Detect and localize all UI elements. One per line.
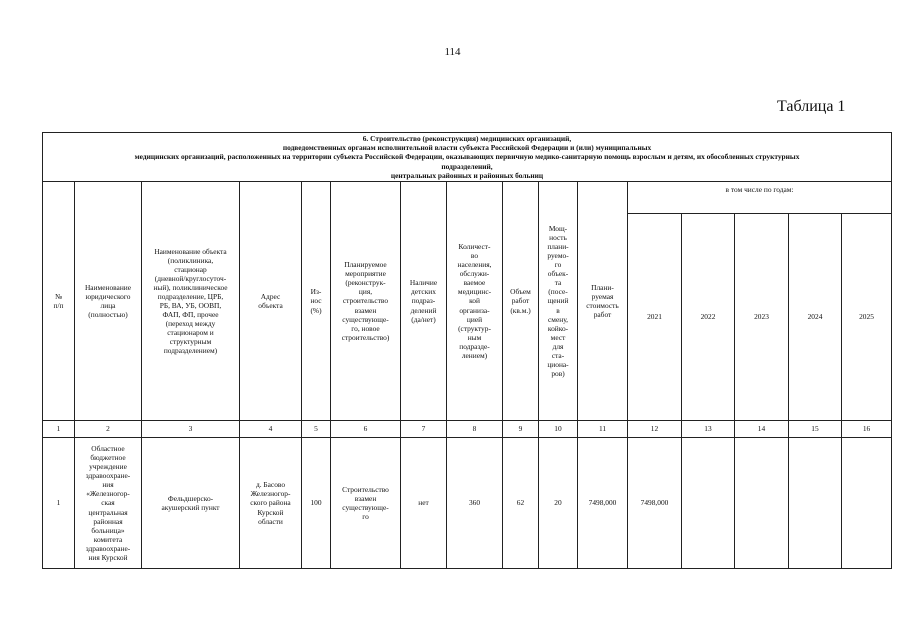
cell-year-2025	[842, 438, 892, 569]
cell-cost: 7498,000	[578, 438, 628, 569]
column-number: 9	[503, 421, 539, 438]
header-population: Количест- во населения, обслужи- ваемое медицинс- кой организа- цией (структур- ным подразде- лением)	[447, 182, 503, 421]
page-number: 114	[444, 46, 461, 58]
header-year-2021: 2021	[628, 214, 682, 421]
cell-wear: 100	[302, 438, 331, 569]
header-address: Адрес объекта	[240, 182, 302, 421]
cell-volume: 62	[503, 438, 539, 569]
header-wear: Из- нос (%)	[302, 182, 331, 421]
header-volume: Объем работ (кв.м.)	[503, 182, 539, 421]
header-num: № п/п	[43, 182, 75, 421]
cell-capacity: 20	[539, 438, 578, 569]
column-number: 16	[842, 421, 892, 438]
column-number: 12	[628, 421, 682, 438]
construction-table	[42, 132, 892, 569]
column-number: 11	[578, 421, 628, 438]
cell-measure: Строительство взамен существующе- го	[331, 438, 401, 569]
column-number: 15	[789, 421, 842, 438]
section-title-line: подразделений,	[441, 161, 493, 171]
column-number: 2	[75, 421, 142, 438]
header-capacity: Мощ- ность плани- руемо- го объек- та (посе- щений в смену, койко- мест для ста- циона- ров)	[539, 182, 578, 421]
column-number: 3	[142, 421, 240, 438]
section-title-line: медицинских организаций, расположенных на территории субъекта Российской Федерации, оказывающих первичную медико-санитарную помощь взрослым и детям, их обособленных структурных	[134, 152, 800, 162]
section-title-line: центральных районных и районных больниц	[390, 170, 544, 180]
cell-object-name: Фельдшерско- акушерский пункт	[142, 438, 240, 569]
header-year-2025: 2025	[842, 214, 892, 421]
section-title	[43, 133, 892, 182]
header-years-group: в том числе по годам:	[628, 182, 892, 214]
column-number: 6	[331, 421, 401, 438]
column-number: 7	[401, 421, 447, 438]
column-number: 8	[447, 421, 503, 438]
column-number: 14	[735, 421, 789, 438]
header-object-name: Наименование объекта (поликлиника, стационар (дневной/круглосуточ- ный), поликлиническое подразделение, ЦРБ, РБ, ВА, УБ, ООВП, ФАП, ФП, прочее (переход между стационаром и структурным подразделением)	[142, 182, 240, 421]
column-number: 5	[302, 421, 331, 438]
table-row	[43, 438, 892, 569]
cell-year-2023	[735, 438, 789, 569]
header-legal-entity: Наименование юридического лица (полностью)	[75, 182, 142, 421]
cell-children: нет	[401, 438, 447, 569]
header-children: Наличие детских подраз- делений (да/нет)	[401, 182, 447, 421]
column-numbers-row	[43, 421, 892, 438]
cell-year-2024	[789, 438, 842, 569]
column-number: 10	[539, 421, 578, 438]
header-year-2024: 2024	[789, 214, 842, 421]
column-number: 1	[43, 421, 75, 438]
header-year-2022: 2022	[682, 214, 735, 421]
cell-year-2022	[682, 438, 735, 569]
header-measure: Планируемое мероприятие (реконструк- ция, строительство взамен существующе- го, новое строительство)	[331, 182, 401, 421]
header-year-2023: 2023	[735, 214, 789, 421]
cell-address: д. Басово Железногор- ского района Курской области	[240, 438, 302, 569]
cell-num: 1	[43, 438, 75, 569]
cell-legal-entity: Областное бюджетное учреждение здравоохране- ния «Железногор- ская центральная районная больница» комитета здравоохране- ния Курской	[75, 438, 142, 569]
section-title-line: подведомственных органам исполнительной власти субъекта Российской Федерации и (или) муниципальных	[282, 143, 652, 153]
column-number: 4	[240, 421, 302, 438]
table-label: Таблица 1	[777, 98, 846, 115]
section-title-line: 6. Строительство (реконструкция) медицинских организаций,	[362, 134, 572, 144]
header-cost: Плани- руемая стоимость работ	[578, 182, 628, 421]
cell-population: 360	[447, 438, 503, 569]
column-number: 13	[682, 421, 735, 438]
cell-year-2021: 7498,000	[628, 438, 682, 569]
